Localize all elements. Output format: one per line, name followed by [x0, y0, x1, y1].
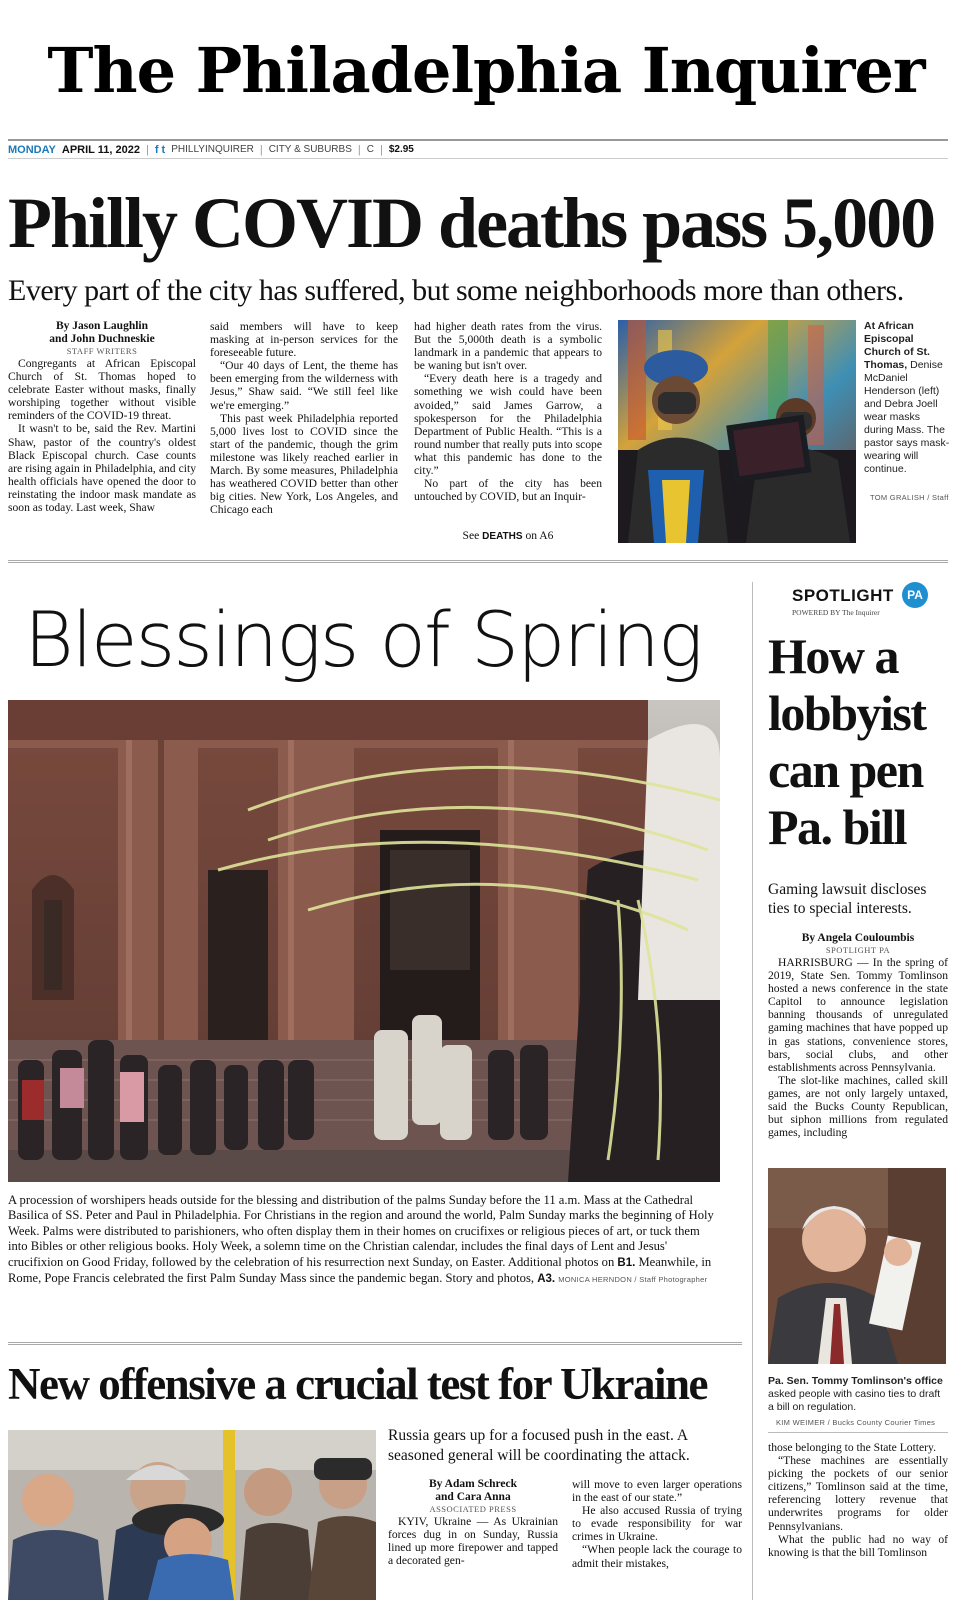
- paragraph: had higher death rates from the virus. But the 5,000th death is a symbolic landmark in a pandemic that appears to be waning but isn't over.: [414, 320, 602, 373]
- spotlight-powered-by: POWERED BY The Inquirer: [792, 608, 880, 617]
- lead-column-2: [210, 320, 398, 544]
- dateline-bar: [8, 139, 948, 159]
- spotlight-logo: [770, 582, 950, 622]
- byline-role: ASSOCIATED PRESS: [429, 1504, 517, 1514]
- ukraine-photo: [8, 1430, 376, 1600]
- divider: |: [357, 143, 361, 156]
- lead-column-3: [414, 320, 602, 530]
- caption-text: Meanwhile, in Rome, Pope Francis celebrated the first Palm Sunday Mass since the pandemic began. Story and photos,: [8, 1254, 712, 1286]
- spotlight-column-continued: [768, 1441, 948, 1600]
- jump-see: See: [462, 529, 480, 542]
- price: $2.95: [388, 143, 414, 155]
- edition-section: CITY & SUBURBS: [268, 143, 352, 155]
- spotlight-photo: [768, 1168, 946, 1364]
- dateline-date: APRIL 11, 2022: [61, 143, 140, 156]
- spotlight-column: [768, 932, 948, 1154]
- caption-text: asked people with casino ties to draft a bill on regulation.: [768, 1388, 941, 1413]
- jump-line[interactable]: [414, 529, 602, 543]
- paragraph: “Every death here is a tragedy and something we wish could have been avoided,” said James Garrow, a spokesperson for the Philadelphia Department of Public Health. “This is a round number that really puts into scope what this pandemic has done to the city.”: [414, 372, 602, 478]
- paragraph: He also accused Russia of trying to evade responsibility for war crimes in Ukraine.: [572, 1504, 742, 1544]
- ukraine-subhead: Russia gears up for a focused push in the east. A seasoned general will be coordinating the attack.: [388, 1427, 690, 1464]
- ukraine-column-1: [388, 1478, 558, 1600]
- masthead: The Philadelphia Inquirer: [47, 34, 925, 107]
- paragraph: No part of the city has been untouched by COVID, but an Inquir-: [414, 477, 602, 504]
- paragraph: “These machines are essentially picking the pockets of our senior citizens,” Tomlinson said at the time, referencing lottery revenue that underwrites programs for older Pennsylvanians.: [768, 1454, 948, 1533]
- paragraph: Congregants at African Episcopal Church of St. Thomas hoped to celebrate Easter without masks, finally worshiping together without visible reminders of the COVID-19 threat.: [8, 357, 196, 423]
- section-divider: [8, 560, 948, 563]
- social-handle: PHILLYINQUIRER: [171, 143, 254, 155]
- divider: |: [379, 143, 383, 156]
- feature-photo-procession: [8, 700, 720, 1182]
- paragraph: What the public had no way of knowing is that the bill Tomlinson: [768, 1532, 948, 1559]
- paragraph: KYIV, Ukraine — As Ukrainian forces dug in on Sunday, Russia lined up more firepower and tapped a decorated gen-: [388, 1515, 558, 1568]
- page-reference[interactable]: A3.: [537, 1273, 556, 1286]
- paragraph: This past week Philadelphia reported 5,000 lives lost to COVID since the start of the pandemic, though the grim milestone was likely reached earlier in March. By some measures, Philadelphia has weathered COVID better than other big cities. New York, Los Angeles, and Chicago each: [210, 411, 398, 517]
- lead-subhead: Every part of the city has suffered, but some neighborhoods more than others.: [8, 274, 904, 307]
- feature-caption: [8, 1193, 720, 1287]
- divider: |: [145, 143, 149, 156]
- spotlight-subhead: Gaming lawsuit discloses ties to special interests.: [768, 881, 927, 917]
- lead-photo: [618, 320, 856, 543]
- social-icons: f t: [154, 143, 166, 156]
- paragraph: The slot-like machines, called skill games, are not only largely untaxed, said the Bucks County Republican, but siphon millions from regulated games, including: [768, 1073, 948, 1140]
- paragraph: said members will have to keep masking at in-person services for the foreseeable future.: [210, 320, 398, 360]
- jump-page: on A6: [525, 529, 554, 542]
- paragraph: HARRISBURG — In the spring of 2019, State Sen. Tommy Tomlinson hosted a news conference in the state Capitol to announce legislation banning thousands of unregulated gaming machines that have popped up in gas stations, convenience stores, bars, social clubs, and other establishments across Pennsylvania.: [768, 956, 948, 1074]
- section-divider: [8, 1342, 742, 1345]
- byline: By Adam Schreck: [429, 1478, 517, 1490]
- caption-text: Denise McDaniel Henderson (left) and Debra Joell wear masks during Mass. The pastor says mask-wearing will continue.: [864, 359, 950, 475]
- byline: By Jason Laughlin: [55, 320, 149, 332]
- spotlight-headline: How a lobbyist can pen Pa. bill: [768, 628, 926, 855]
- caption-divider: [768, 1432, 948, 1433]
- lead-column-1: [8, 320, 196, 544]
- jump-keyword: DEATHS: [482, 531, 523, 542]
- byline: and Cara Anna: [435, 1491, 511, 1503]
- byline-role: SPOTLIGHT PA: [825, 945, 891, 955]
- byline-role: STAFF WRITERS: [66, 346, 138, 356]
- photo-credit: MONICA HERNDON / Staff Photographer: [558, 1275, 708, 1285]
- lead-photo-caption: [864, 320, 950, 476]
- paragraph: those belonging to the State Lottery.: [768, 1441, 936, 1454]
- column-divider: [752, 582, 753, 1600]
- byline: By Angela Couloumbis: [801, 932, 915, 944]
- caption-text: A procession of worshipers heads outside for the blessing and distribution of the palms Sunday before the 11 a.m. Mass at the Cathedral Basilica of SS. Peter and Paul in Philadelphia. For Christians in the region and around the world, Palm Sunday marks the beginning of Holy Week. Palms were distributed to parishioners, who often display them in their homes on crucifixes or religious pieces of art, or tuck them into Bibles or other religious books. Holy Week, a solemn time on the Christian calendar, includes the final days of Lent and Jesus' crucifixion on Good Friday, followed by the celebration of his resurrection next Sunday, on Easter. Additional photos on: [8, 1193, 714, 1269]
- ukraine-headline: New offensive a crucial test for Ukraine: [8, 1359, 707, 1409]
- caption-lead-in: Pa. Sen. Tommy Tomlinson's office: [768, 1375, 943, 1387]
- spotlight-photo-caption: [768, 1375, 948, 1414]
- spotlight-label: SPOTLIGHT: [792, 586, 894, 605]
- photo-credit: KIM WEIMER / Bucks County Courier Times: [776, 1418, 936, 1427]
- feature-headline: Blessings of Spring: [24, 595, 702, 684]
- spotlight-badge: PA: [902, 582, 928, 608]
- paragraph: will move to even larger operations in the east of our state.”: [572, 1478, 742, 1505]
- caption-lead-in: At African Episcopal Church of St. Thomas,: [864, 320, 930, 371]
- paragraph: “When people lack the courage to admit their mistakes,: [572, 1543, 742, 1570]
- byline: and John Duchneskie: [49, 333, 155, 345]
- divider: |: [259, 143, 263, 156]
- page-reference[interactable]: B1.: [617, 1256, 636, 1269]
- lead-headline: Philly COVID deaths pass 5,000: [8, 183, 935, 263]
- ukraine-column-2: [572, 1478, 742, 1600]
- paragraph: “Our 40 days of Lent, the theme has been emerging from the wilderness with Jesus,” Shaw said. “We still feel like we're emerging.”: [210, 359, 398, 412]
- paragraph: It wasn't to be, said the Rev. Martini Shaw, pastor of the country's oldest Black Episcopal church. Case counts are rising again in Philadelphia, and city health officials have opened the door to reinstating the indoor mask mandate as soon as today. Last week, Shaw: [8, 422, 196, 515]
- photo-credit: TOM GRALISH / Staff: [870, 493, 949, 502]
- edition-letter: C: [366, 143, 374, 155]
- dateline-day: MONDAY: [8, 143, 56, 156]
